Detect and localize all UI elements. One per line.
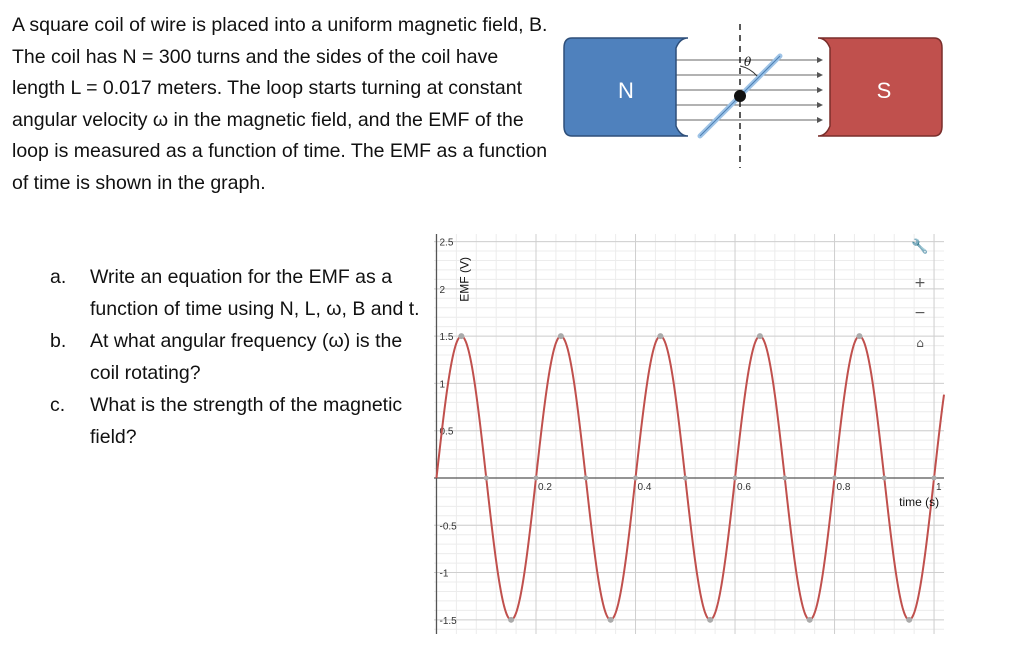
data-point — [657, 333, 663, 339]
y-tick-label: 1 — [439, 379, 446, 391]
chart-ticks — [439, 238, 942, 627]
question-text: Write an equation for the EMF as a function of time using N, L, ω, B and t. — [90, 266, 420, 320]
zoom-in-button[interactable]: + — [914, 275, 926, 291]
data-point — [608, 617, 614, 623]
question-text: What is the strength of the magnetic field? — [90, 394, 403, 448]
zero-crossing-point — [633, 475, 638, 480]
zero-crossing-point — [733, 475, 738, 480]
data-point — [807, 617, 813, 623]
data-point — [458, 333, 464, 339]
x-axis-label: time (s) — [899, 494, 940, 509]
x-tick-label: 0.2 — [538, 481, 552, 493]
data-point — [558, 333, 564, 339]
question-b — [50, 326, 420, 389]
x-tick-label: 0.8 — [836, 481, 851, 493]
y-tick-label: 2.5 — [439, 237, 454, 249]
y-tick-label: 2 — [439, 284, 446, 296]
zero-crossing-point — [484, 475, 489, 480]
x-tick-label: 0.6 — [737, 481, 751, 493]
question-c — [50, 390, 420, 453]
zero-crossing-point — [932, 475, 937, 480]
magnet-diagram — [560, 18, 950, 188]
question-text: At what angular frequency (ω) is the coil rotating? — [90, 330, 403, 384]
problem-statement: A square coil of wire is placed into a uniform magnetic field, B. The coil has N = 300 turns and the sides of the coil have length L = 0.017 meters. The loop starts turning at constant angular velocity ω in the magnetic field, and the EMF of the loop is measured as a function of time. The EMF as a function of time is shown in the graph. — [12, 14, 548, 194]
zero-crossing-point — [782, 475, 787, 480]
zero-crossing-point — [534, 475, 539, 480]
wrench-icon[interactable]: 🔧 — [911, 239, 929, 255]
zoom-out-button[interactable]: − — [914, 305, 926, 321]
y-tick-label: 1.5 — [439, 332, 454, 344]
x-tick-label: 0.4 — [637, 481, 652, 493]
zero-crossing-point — [832, 475, 837, 480]
emf-chart — [430, 228, 950, 648]
data-point — [906, 617, 912, 623]
data-point — [508, 617, 514, 623]
question-label: a. — [50, 266, 67, 288]
question-a — [50, 262, 420, 325]
data-point — [707, 617, 713, 623]
pivot — [734, 90, 746, 102]
question-list — [50, 262, 420, 454]
data-point — [856, 333, 862, 339]
chart-grid — [434, 234, 944, 634]
zero-crossing-point — [583, 475, 588, 480]
y-tick-label: 0.5 — [439, 426, 454, 438]
y-tick-label: -1.5 — [439, 615, 457, 627]
zero-crossing-point — [882, 475, 887, 480]
y-tick-label: -0.5 — [439, 521, 457, 533]
y-tick-label: -1 — [439, 568, 449, 580]
home-icon[interactable]: ⌂ — [916, 336, 924, 350]
south-label: S — [876, 78, 892, 103]
question-label: b. — [50, 330, 67, 352]
angle-label: θ — [744, 55, 752, 69]
question-label: c. — [50, 394, 66, 416]
y-axis-label: EMF (V) — [457, 257, 472, 302]
x-tick-label: 1 — [936, 481, 942, 493]
north-label: N — [618, 78, 634, 103]
data-point — [757, 333, 763, 339]
chart-axes — [434, 234, 944, 634]
zero-crossing-point — [683, 475, 688, 480]
